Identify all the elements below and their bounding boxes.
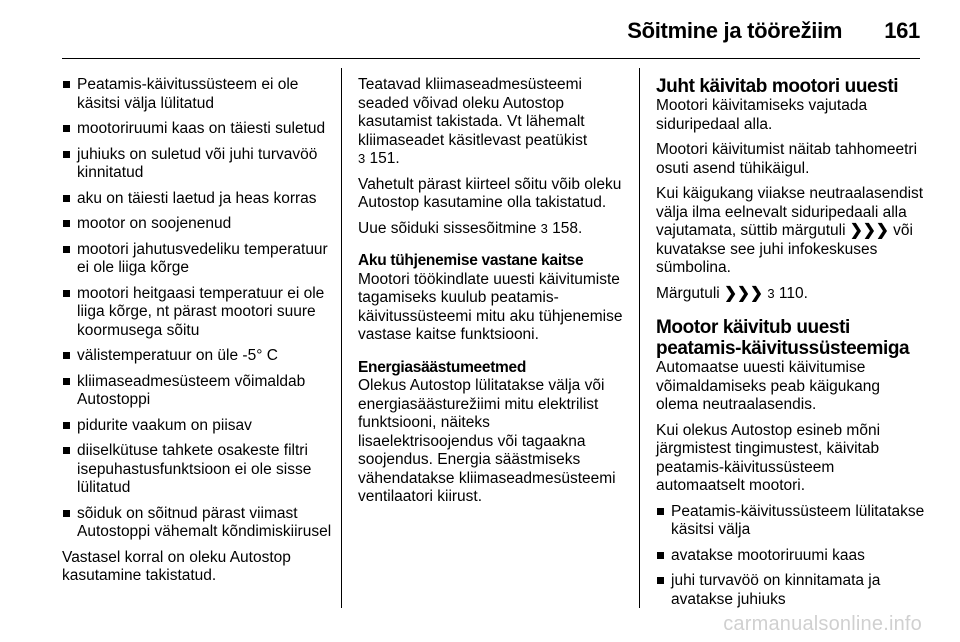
section-subheading: Aku tühjenemise vastane kaitse bbox=[358, 252, 584, 269]
list-item: juhi turvavöö on kinnitamata ja avatakse juhiuks bbox=[656, 572, 926, 609]
paragraph bbox=[358, 220, 626, 239]
list-item: diiselkütuse tahkete osakeste filtri isepuhastusfunktsioon ei ole sisse lülitatud bbox=[62, 442, 332, 498]
page-number: 161 bbox=[884, 18, 920, 43]
shift-indicator-icon: ❯❯❯ bbox=[849, 222, 889, 239]
list-item: Peatamis-käivitussüsteem lülitatakse käsitsi välja bbox=[656, 503, 926, 540]
paragraph-text: Kui käigukang viiakse neutraalasendist välja ilma eelnevalt siduripedaali alla vajutamata, süttib märgutuli bbox=[656, 185, 924, 239]
paragraph bbox=[656, 185, 926, 278]
paragraph: Mootori töökindlate uuesti käivitumiste tagamiseks kuulub peatamis-käivitussüsteemi mitu aku tühjenemise vastase kaitse funktsiooni. bbox=[358, 270, 623, 343]
list-item: aku on täiesti laetud ja heas korras bbox=[62, 190, 332, 209]
closing-paragraph: Vastasel korral on oleku Autostop kasutamine takistatud. bbox=[62, 548, 291, 584]
list-item: mootor on soojenenud bbox=[62, 215, 332, 234]
list-item: välistemperatuur on üle -5° C bbox=[62, 347, 332, 366]
paragraph bbox=[358, 76, 626, 169]
column-divider-1 bbox=[341, 68, 342, 608]
list-item: mootori jahutusvedeliku temperatuur ei ole liiga kõrge bbox=[62, 241, 332, 278]
restart-conditions-list bbox=[656, 503, 926, 610]
page-reference-icon: 3 bbox=[767, 285, 775, 301]
page-header bbox=[627, 18, 920, 44]
section-subheading: Energiasäästumeetmed bbox=[358, 358, 527, 376]
paragraph-text: Teatavad kliimaseadmesüsteemi seaded võivad oleku Autostop kasutamist takistada. Vt lähemalt kliimaseadet käsitlevast peatükist bbox=[358, 76, 588, 149]
page-reference: 110. bbox=[774, 284, 808, 302]
list-item: pidurite vaakum on piisav bbox=[62, 417, 332, 436]
list-item: mootori heitgaasi temperatuur ei ole liiga kõrge, nt pärast mootori suure koormusega sõitu bbox=[62, 285, 332, 341]
column-3 bbox=[656, 76, 926, 616]
paragraph: Olekus Autostop lülitatakse välja või energiasäästurežiimi mitu elektrilist funktsiooni, näiteks lisaelektrisoojendus või tagaakna soojendus. Energia säästmiseks vähendatakse kliimaseadmesüsteemi ventilaatori kiirust. bbox=[358, 377, 616, 505]
column-1 bbox=[62, 76, 332, 593]
list-item: mootoriruumi kaas on täiesti suletud bbox=[62, 120, 332, 139]
paragraph bbox=[656, 285, 926, 304]
list-item: kliimaseadmesüsteem võimaldab Autostoppi bbox=[62, 373, 332, 410]
page-title: Sõitmine ja töörežiim bbox=[627, 18, 843, 43]
column-2 bbox=[358, 76, 626, 514]
page-reference: 151. bbox=[365, 150, 400, 167]
header-rule bbox=[62, 58, 920, 59]
shift-indicator-icon: ❯❯❯ bbox=[724, 284, 764, 302]
list-item: Peatamis-käivitussüsteem ei ole käsitsi välja lülitatud bbox=[62, 76, 332, 113]
list-item: avatakse mootoriruumi kaas bbox=[656, 547, 926, 566]
paragraph: Vahetult pärast kiirteel sõitu võib oleku Autostop kasutamine olla takistatud. bbox=[358, 175, 622, 211]
paragraph: Mootori käivitumist näitab tahhomeetri osuti asend tühikäigul. bbox=[656, 141, 918, 177]
section-heading: Mootor käivitub uuesti peatamis-käivitussüsteemiga bbox=[656, 317, 910, 359]
page-reference-icon: 3 bbox=[540, 220, 548, 236]
list-item: juhiuks on suletud või juhi turvavöö kinnitatud bbox=[62, 146, 332, 183]
paragraph-text: Uue sõiduki sissesõitmine bbox=[358, 219, 537, 237]
conditions-list bbox=[62, 76, 332, 542]
page-reference: 158. bbox=[547, 219, 583, 237]
page-reference-icon: 3 bbox=[358, 151, 366, 166]
section-heading: Juht käivitab mootori uuesti bbox=[656, 76, 899, 97]
paragraph: Kui olekus Autostop esineb mõni järgmistest tingimustest, käivitab peatamis-käivitussüsteem automaatselt mootori. bbox=[656, 421, 881, 494]
watermark: carmanualsonline.info bbox=[723, 613, 922, 635]
column-divider-2 bbox=[639, 68, 640, 608]
paragraph: Automaatse uuesti käivitumise võimaldamiseks peab käigukang olema neutraalasendis. bbox=[656, 359, 881, 413]
paragraph: Mootori käivitamiseks vajutada siduripedaal alla. bbox=[656, 97, 868, 133]
list-item: sõiduk on sõitnud pärast viimast Autostoppi vähemalt kõndimiskiirusel bbox=[62, 505, 332, 542]
paragraph-text: või kuvatakse see juhi infokeskuses sümbolina. bbox=[656, 222, 913, 276]
paragraph-text: Märgutuli bbox=[656, 284, 725, 302]
